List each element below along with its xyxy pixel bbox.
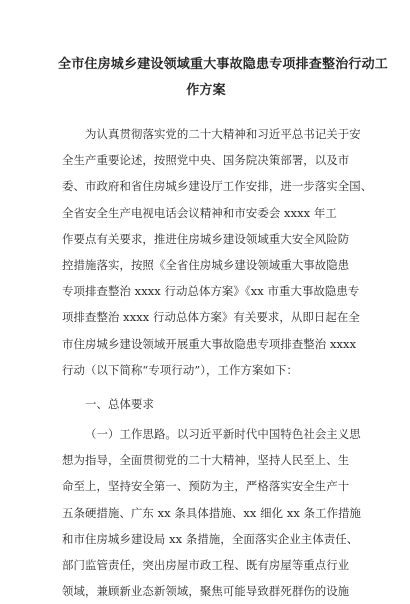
intro-line: 行动（以下简称“专项行动”），工作方案如下： — [62, 362, 298, 377]
section-heading: 一、总体要求 — [85, 396, 154, 411]
intro-line: 为认真贯彻落实党的二十大精神和习近平总书记关于安 — [85, 127, 361, 141]
intro-line: 市住房城乡建设领域开展重大事故隐患专项排查整治 xxxx — [62, 336, 357, 351]
title-line-2: 作方案 — [186, 83, 226, 99]
title-line-1: 全市住房城乡建设领域重大事故隐患专项排查整治行动工 — [58, 57, 389, 72]
intro-line: 委、市政府和省住房城乡建设厅工作安排，进一步落实全国、 — [62, 179, 373, 194]
intro-line: 全生产重要论述，按照党中央、国务院决策部署，以及市 — [62, 153, 350, 168]
intro-line: 全省安全生产电视电话会议精神和市安委会 xxxx 年工 — [62, 205, 337, 220]
intro-line: 专项排查整治 xxxx 行动总体方案》《xx 市重大事故隐患专 — [62, 284, 360, 299]
section-line: （一）工作思路。以习近平新时代中国特色社会主义思 — [85, 427, 361, 442]
document-title — [58, 52, 389, 104]
section-line: 和市住房城乡建设局 xx 条措施，全面落实企业主体责任、 — [62, 531, 359, 546]
section-line: 想为指导，全面贯彻党的二十大精神，坚持人民至上、生 — [62, 453, 350, 468]
intro-line: 作要点有关要求，推进住房城乡建设领域重大安全风险防 — [62, 231, 350, 246]
section-line: 五条硬措施、广东 xx 条具体措施、xx 细化 xx 条工作措施 — [62, 505, 362, 520]
intro-line: 控措施落实，按照《全省住房城乡建设领域重大事故隐患 — [62, 257, 350, 272]
section-line: 部门监管责任，突出房屋市政工程、既有房屋等重点行业 — [62, 558, 350, 572]
document-body — [62, 121, 373, 604]
intro-line: 项排查整治 xxxx 行动总体方案》有关要求，从即日起在全 — [62, 310, 360, 325]
section-line: 命至上，坚持安全第一、预防为主，严格落实安全生产十 — [62, 479, 350, 494]
section-line: 领域，兼顾新业态新领域，聚焦可能导致群死群伤的设施 — [62, 584, 350, 599]
